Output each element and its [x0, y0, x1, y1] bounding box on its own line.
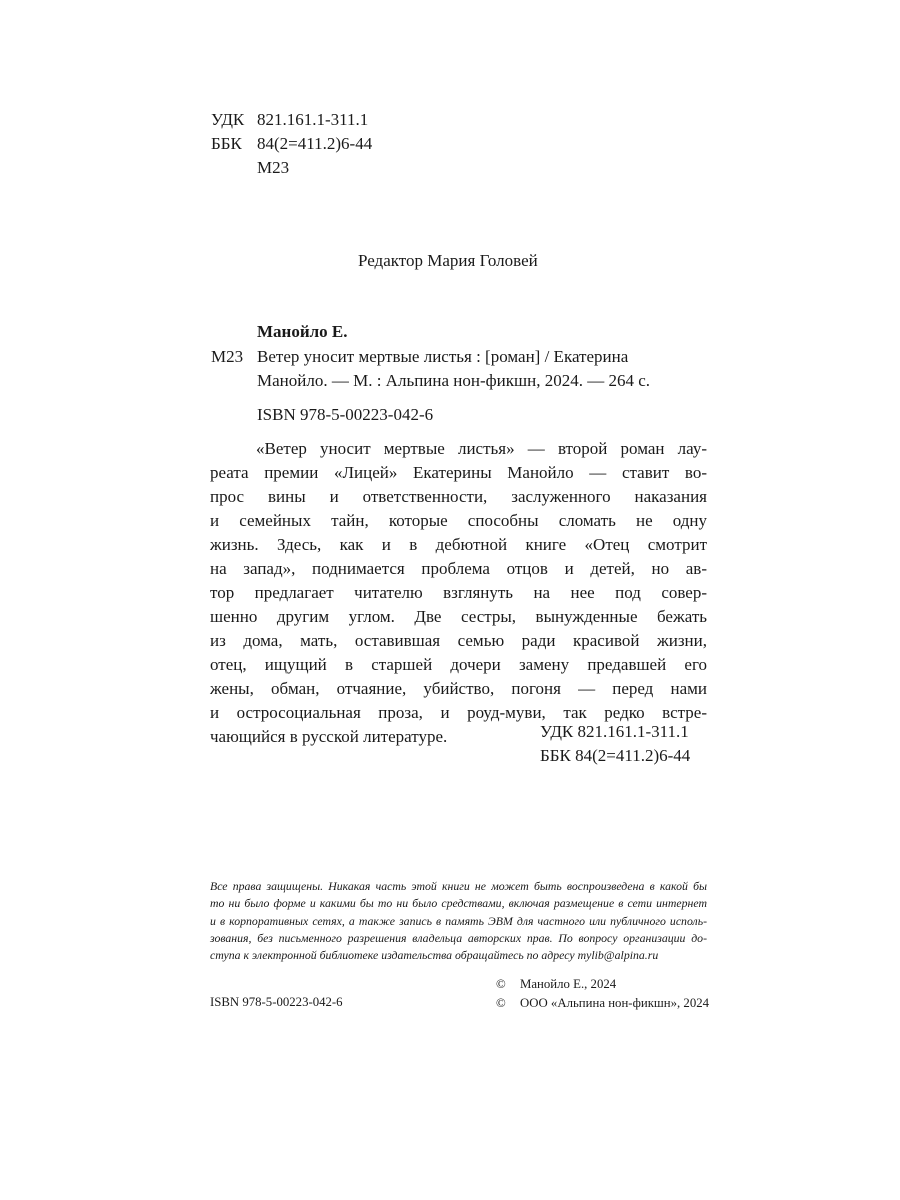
annotation-line: прос вины и ответственности, заслуженного наказания	[210, 487, 707, 506]
copyright-line	[496, 994, 709, 1013]
editor-line: Редактор Мария Головей	[358, 251, 538, 270]
annotation	[210, 437, 707, 749]
annotation-line: жены, обман, отчаяние, убийство, погоня — перед нами	[210, 679, 707, 698]
bib-isbn: ISBN 978-5-00223-042-6	[257, 405, 434, 424]
annotation-line: и остросоциальная проза, и роуд-муви, так редко встре-	[210, 703, 707, 722]
copyrights	[496, 975, 709, 1012]
rights-line: Все права защищены. Никакая часть этой книги не может быть воспроизведена в какой бы	[210, 879, 707, 893]
copyright-line	[496, 975, 709, 994]
classification-bottom	[540, 720, 690, 768]
annotation-line: и семейных тайн, которые способны сломать не одну	[210, 511, 707, 530]
udk-value: 821.161.1-311.1	[257, 110, 369, 129]
isbn-bottom: ISBN 978-5-00223-042-6	[210, 995, 343, 1009]
rights-line: и в корпоративных сетях, а также запись в память ЭВМ для частного или публичного исполь-	[210, 913, 707, 928]
bbk-bottom: ББК 84(2=411.2)6-44	[540, 746, 691, 765]
copyright-text: ООО «Альпина нон-фикшн», 2024	[520, 995, 710, 1010]
author-mark-row	[211, 156, 372, 180]
annotation-line: реата премии «Лицей» Екатерины Манойло — ставит во-	[210, 463, 707, 482]
copyright-text: Манойло Е., 2024	[520, 977, 617, 991]
annotation-line: отец, ищущий в старшей дочери замену предавшей его	[210, 655, 707, 674]
rights-line: то ни было форме и какими бы то ни было средствами, включая размещение в сети интернет	[210, 896, 707, 911]
udk-key: УДК	[211, 110, 245, 129]
copyright-icon: ©	[496, 977, 506, 991]
annotation-line: жизнь. Здесь, как и в дебютной книге «Отец смотрит	[210, 535, 707, 554]
udk-bottom: УДК 821.161.1-311.1	[540, 722, 689, 741]
copyright-icon: ©	[496, 995, 506, 1010]
bbk-key: ББК	[211, 134, 242, 153]
bbk-value: 84(2=411.2)6-44	[257, 134, 373, 153]
author-mark-top: М23	[257, 158, 290, 177]
bib-description	[257, 345, 650, 393]
udk-row	[211, 108, 372, 132]
annotation-line: чающийся в русской литературе.	[210, 727, 448, 746]
rights-line: ступа к электронной библиотеке издательства обращайтесь по адресу mylib@alpina.ru	[210, 948, 659, 963]
bib-author-mark: М23	[211, 347, 244, 366]
classification-top	[211, 108, 372, 180]
annotation-line: на запад», поднимается проблема отцов и детей, но ав-	[210, 559, 707, 578]
annotation-line: тор предлагает читателю взглянуть на нее под совер-	[210, 583, 707, 602]
bib-description-line: Ветер уносит мертвые листья : [роман] / Екатерина	[257, 347, 629, 366]
bbk-row	[211, 132, 372, 156]
annotation-line: «Ветер уносит мертвые листья» — второй роман лау-	[256, 439, 707, 458]
rights-line: зования, без письменного разрешения владельца авторских прав. По вопросу организации до-	[210, 930, 707, 945]
rights-notice	[210, 878, 707, 964]
annotation-line: из дома, мать, оставившая семью ради красивой жизни,	[210, 631, 707, 650]
bib-description-line: Манойло. — М. : Альпина нон-фикшн, 2024. — 264 с.	[257, 371, 650, 390]
bib-author: Манойло Е.	[257, 322, 348, 341]
annotation-line: шенно другим углом. Две сестры, вынужденные бежать	[210, 607, 707, 626]
